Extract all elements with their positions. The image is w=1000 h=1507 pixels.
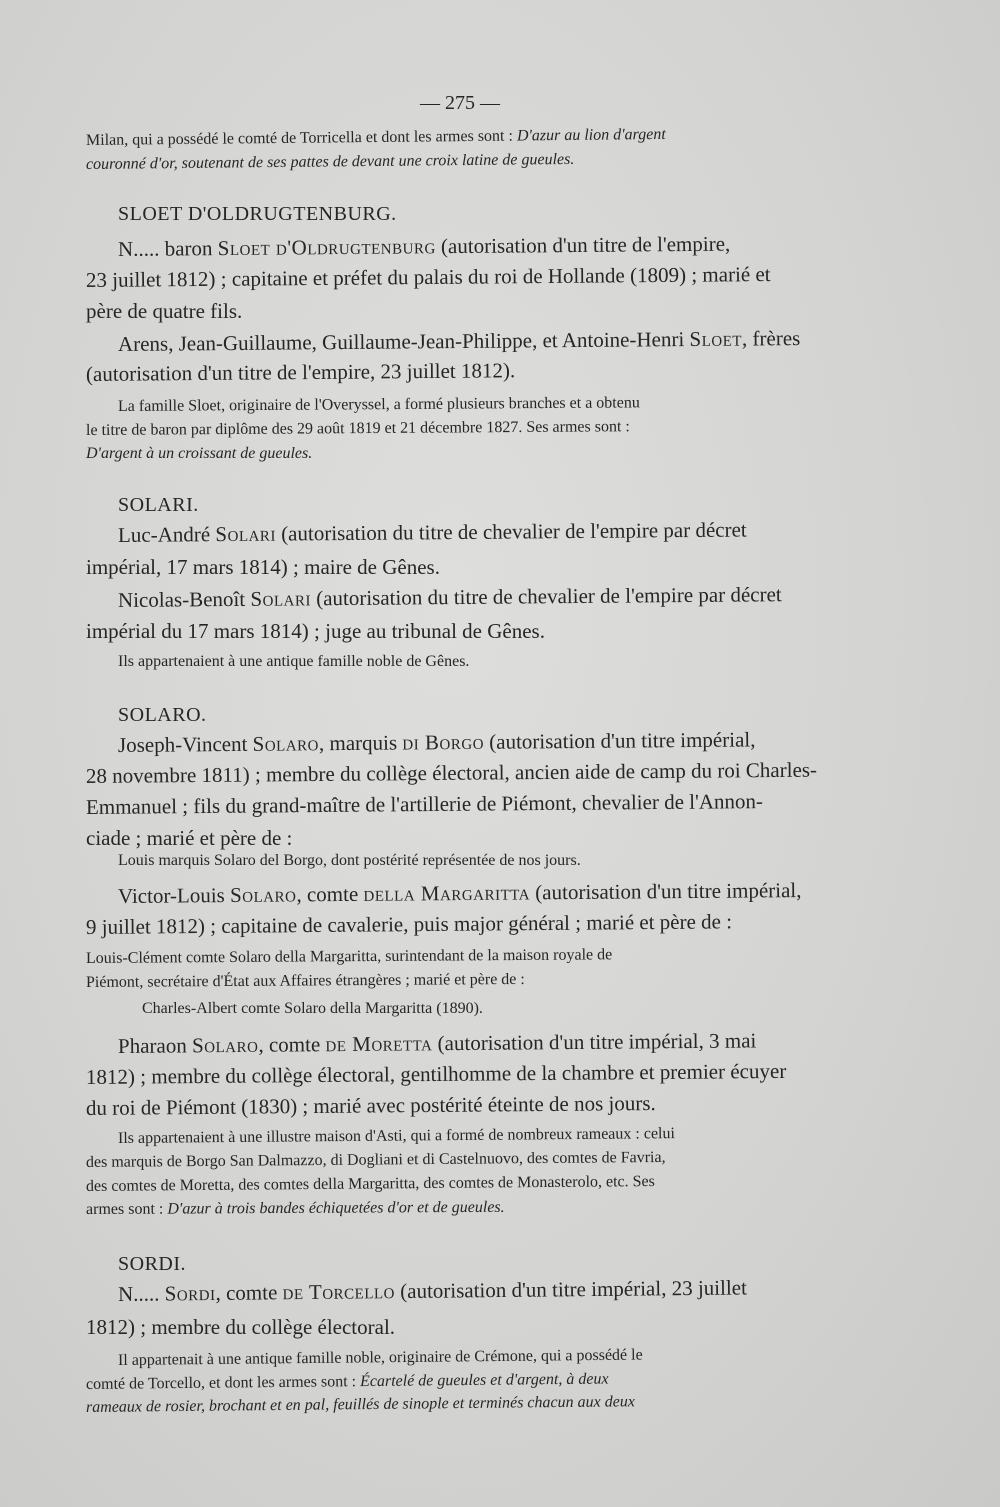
section-heading-solaro: SOLARO. <box>118 704 207 726</box>
solari-note: Ils appartenaient à une antique famille noble de Gênes. <box>118 653 470 670</box>
sordi-note-line-1: Il appartenait à une antique famille noble, originaire de Crémone, qui a possédé le <box>117 1346 643 1369</box>
intro-line-1: Milan, qui a possédé le comté de Torricella et dont les armes sont : D'azur au lion d'argent <box>85 125 666 149</box>
solaro-para-1-line-1: Joseph-Vincent Solaro, marquis di Borgo (autorisation d'un titre impérial, <box>117 727 756 757</box>
solaro-para-2-line-1: Victor-Louis Solaro, comte della Margaritta (autorisation d'un titre impérial, <box>117 878 802 908</box>
sloet-para-2-line-2: (autorisation d'un titre de l'empire, 23 juillet 1812). <box>85 358 516 386</box>
solaro-para-2-child-line-1: Louis-Clément comte Solaro della Margaritta, surintendant de la maison royale de <box>85 946 613 967</box>
solaro-para-1-line-2: 28 novembre 1811) ; membre du collège électoral, ancien aide de camp du roi Charles- <box>85 757 818 788</box>
intro-line-2: couronné d'or, soutenant de ses pattes de devant une croix latine de gueules. <box>85 150 575 173</box>
sloet-note-line-3: D'argent à un croissant de gueules. <box>86 445 313 462</box>
sloet-para-1-line-3: père de quatre fils. <box>86 299 243 323</box>
sloet-para-1-line-2: 23 juillet 1812) ; capitaine et préfet du palais du roi de Hollande (1809) ; marié et <box>85 262 771 292</box>
sordi-para-1-line-1: N..... Sordi, comte de Torcello (autorisation d'un titre impérial, 23 juillet <box>117 1275 748 1306</box>
solaro-note-line-1: Ils appartenaient à une illustre maison d'Asti, qui a formé de nombreux rameaux : celui <box>117 1125 675 1147</box>
sordi-note-line-2: comté de Torcello, et dont les armes sont : Écartelé de gueules et d'argent, à deux <box>85 1370 609 1393</box>
sloet-para-2-line-1: Arens, Jean-Guillaume, Guillaume-Jean-Philippe, et Antoine-Henri Sloet, frères <box>117 326 801 356</box>
solaro-para-1-line-3: Emmanuel ; fils du grand-maître de l'artillerie de Piémont, chevalier de l'Annon- <box>85 789 764 819</box>
section-heading-sordi: SORDI. <box>118 1253 187 1275</box>
solaro-para-1-child: Louis marquis Solaro del Borgo, dont postérité représentée de nos jours. <box>118 852 581 869</box>
solaro-para-3-line-2: 1812) ; membre du collège électoral, gentilhomme de la chambre et premier écuyer <box>85 1058 787 1089</box>
section-heading-sloet: SLOET D'OLDRUGTENBURG. <box>118 203 397 225</box>
solaro-para-2-line-2: 9 juillet 1812) ; capitaine de cavalerie, puis major général ; marié et père de : <box>85 909 733 939</box>
sordi-note-line-3: rameaux de rosier, brochant et en pal, feuillés de sinople et terminés chacun aux deux <box>85 1393 635 1416</box>
solaro-para-3-line-1: Pharaon Solaro, comte de Moretta (autorisation d'un titre impérial, 3 mai <box>117 1028 757 1058</box>
sloet-note-line-1: La famille Sloet, originaire de l'Overyssel, a formé plusieurs branches et a obtenu <box>117 394 640 415</box>
page-number: — 275 — <box>420 92 500 114</box>
solaro-note-line-4: armes sont : D'azur à trois bandes échiquetées d'or et de gueules. <box>85 1198 505 1218</box>
solari-para-2-line-1: Nicolas-Benoît Solari (autorisation du titre de chevalier de l'empire par décret <box>117 582 782 612</box>
solaro-para-2-child-line-2: Piémont, secrétaire d'État aux Affaires étrangères ; marié et père de : <box>85 970 525 991</box>
solaro-note-line-3: des comtes de Moretta, des comtes della Margaritta, des comtes de Monasterolo, etc. Ses <box>85 1173 655 1195</box>
sloet-note-line-2: le titre de baron par diplôme des 29 août 1819 et 21 décembre 1827. Ses armes sont : <box>85 418 630 439</box>
solaro-para-1-line-4: ciade ; marié et père de : <box>86 826 293 850</box>
sordi-para-1-line-2: 1812) ; membre du collège électoral. <box>86 1315 396 1339</box>
solaro-para-2-grandchild: Charles-Albert comte Solaro della Margaritta (1890). <box>142 1000 483 1017</box>
solari-para-1-line-1: Luc-André Solari (autorisation du titre de chevalier de l'empire par décret <box>117 517 747 547</box>
solaro-note-line-2: des marquis de Borgo San Dalmazzo, di Dogliani et di Castelnuovo, des comtes de Favria, <box>85 1148 666 1171</box>
solaro-para-3-line-3: du roi de Piémont (1830) ; marié avec postérité éteinte de nos jours. <box>85 1091 656 1120</box>
section-heading-solari: SOLARI. <box>118 494 199 516</box>
solari-para-1-line-2: impérial, 17 mars 1814) ; maire de Gênes. <box>86 555 440 579</box>
sloet-para-1-line-1: N..... baron Sloet d'Oldrugtenburg (autorisation d'un titre de l'empire, <box>117 231 731 261</box>
solari-para-2-line-2: impérial du 17 mars 1814) ; juge au tribunal de Gênes. <box>86 619 545 643</box>
